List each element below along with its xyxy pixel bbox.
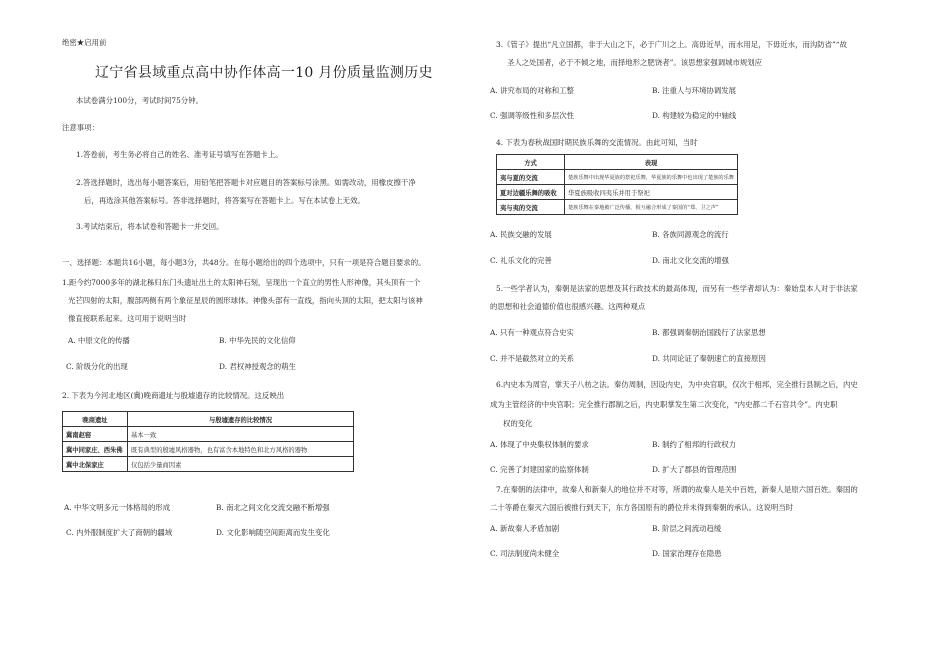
q4-r3-performance: 楚族乐舞在秦地被广泛传播，相互融合形成了秦国的“郑、卫之声” — [564, 200, 737, 215]
q2-stem: 2. 下表为今河北地区(冀)晚商遗址与殷墟遗存的比较情况。这反映出 — [62, 391, 285, 400]
q7-stem-line-1: 7.在秦朝的法律中，故秦人和新秦人的地位并不对等，所谓的故秦人是关中百姓，新秦人是原六国百姓。秦国的 — [496, 485, 858, 494]
q4-option-a: A. 民族交融的发展 — [490, 230, 552, 239]
q7-option-b: B. 阶层之间流动趋缓 — [652, 524, 722, 533]
q3-stem-line-2: 圣人之处国者，必于不倾之地，而择地形之肥饶者”。该思想家强调城市规划应 — [507, 58, 763, 67]
q5-stem-line-2: 的思想和社会道德价值也很感兴趣。这两种观点 — [490, 302, 646, 311]
q6-option-c: C. 完善了封建国家的监察体制 — [490, 465, 589, 474]
q4-r3-mode: 夷与夷的交流 — [497, 200, 565, 215]
q1-option-c: C. 阶级分化的出现 — [66, 362, 128, 371]
q3-option-b: B. 注重人与环境协调发展 — [652, 86, 737, 95]
table-header-row — [497, 155, 738, 170]
q4-th-performance: 表现 — [564, 155, 737, 170]
q2-r2-compare: 既有典型的殷墟风格器物，也有富含本地特色和北方风格的器物 — [128, 442, 354, 457]
note-1: 1.答卷前，考生务必将自己的姓名、准考证号填写在答题卡上。 — [76, 150, 283, 159]
table-row — [497, 170, 738, 185]
q5-option-b: B. 都强调秦朝治国践行了法家思想 — [652, 328, 766, 337]
exam-info: 本试卷满分100分，考试时间75分钟。 — [76, 96, 203, 105]
q1-stem-line-2: 光芒四射的太阳，腹部两侧有两个象征星辰的圆形球体。神像头部有一直线，指向头顶的太阳，把太阳与该神 — [68, 296, 423, 305]
q5-stem-line-1: 5.一些学者认为，秦朝是法家的思想及其行政技术的最高体现，而另有一些学者却认为：秦始皇本人对于非法家 — [496, 284, 858, 293]
q1-stem-line-1: 1.距今约7000多年的湖北秭归东门头遗址出土的太阳神石刻，呈现出一个直立的男性人形神像，其头顶有一个 — [62, 278, 421, 287]
q6-stem-line-2: 成为主管经济的中央官职；完全推行郡制之后，内史职掌发生第二次变化，“内史都二千石官共令”。内史职 — [490, 400, 838, 409]
q4-option-d: D. 南北文化交流的增强 — [652, 256, 729, 265]
q5-option-c: C. 并不是截然对立的关系 — [490, 354, 574, 363]
q1-option-a: A. 中原文化的传播 — [68, 336, 130, 345]
q4-r2-mode: 夏对边疆乐舞的吸收 — [497, 185, 565, 200]
section-intro: 一、选择题：本题共16小题，每小题3分，共48分。在每小题给出的四个选项中，只有一项是符合题目要求的。 — [62, 258, 426, 267]
q6-option-b: B. 制约了相邦的行政权力 — [652, 440, 737, 449]
q2-option-c: C. 内外服制度扩大了商朝的疆域 — [66, 528, 173, 537]
table-row — [63, 427, 354, 442]
q2-option-b: B. 南北之间文化交流交融不断增强 — [216, 503, 330, 512]
q3-option-a: A. 讲究布局的对称和工整 — [490, 86, 574, 95]
q6-stem-line-1: 6.内史本为周官，掌天子八枋之法。秦仿周制，因设内史，为中央官职，仅次于相邦，完全推行县制之后，内史 — [496, 380, 858, 389]
q6-stem-line-3: 权的变化 — [503, 419, 533, 428]
table-row — [63, 457, 354, 472]
q4-option-c: C. 礼乐文化的完善 — [490, 256, 552, 265]
q6-option-d: D. 扩大了郡县的管理范围 — [652, 465, 737, 474]
note-3: 3.考试结束后，将本试卷和答题卡一并交回。 — [76, 222, 224, 231]
q3-stem-line-1: 3.《管子》提出“凡立国都，非于大山之下，必于广川之上。高毋近旱，而水用足，下毋近水，而沟防省”“故 — [496, 40, 847, 49]
table-header-row — [63, 412, 354, 427]
q4-r1-performance: 楚族乐舞中出现华夏族的祭祀乐舞，华夏族的乐舞中也出现了楚族的乐舞 — [564, 170, 737, 185]
page-title: 辽宁省县域重点高中协作体高一10 月份质量监测历史 — [95, 65, 433, 81]
secret-label: 绝密★启用前 — [62, 38, 107, 47]
q7-option-d: D. 国家治理存在隐患 — [652, 549, 722, 558]
q6-option-a: A. 体现了中央集权体制的要求 — [490, 440, 589, 449]
q3-option-d: D. 构建较为稳定的中轴线 — [652, 111, 737, 120]
q2-r3-site: 冀中北保家庄 — [63, 457, 128, 472]
q1-option-b: B. 中华先民的文化信仰 — [219, 336, 296, 345]
q2-r3-compare: 仅包括少量商因素 — [128, 457, 354, 472]
table-row — [63, 442, 354, 457]
q4-option-b: B. 各族同源观念的流行 — [652, 230, 729, 239]
q4-r2-performance: 华夏族吸收四夷乐并用于祭祀 — [564, 185, 737, 200]
q4-th-mode: 方式 — [497, 155, 565, 170]
q2-r1-compare: 基本一致 — [128, 427, 354, 442]
q2-th-compare: 与殷墟遗存的比较情况 — [128, 412, 354, 427]
q7-option-a: A. 新故秦人矛盾加剧 — [490, 524, 560, 533]
q2-th-site: 晚商遗址 — [63, 412, 128, 427]
q7-stem-line-2: 二十等爵在秦灭六国后被推行到天下，东方各国原有的爵位并未得到秦朝的承认。这说明当时 — [490, 503, 794, 512]
q5-option-d: D. 共同论证了秦朝速亡的直接原因 — [652, 354, 766, 363]
q2-option-a: A. 中华文明多元一体格局的形成 — [64, 503, 171, 512]
q4-table — [496, 154, 738, 215]
note-2-line-1: 2.答选择题时，选出每小题答案后，用铅笔把答题卡对应题目的答案标号涂黑。如需改动，用橡皮擦干净 — [76, 178, 416, 187]
q4-r1-mode: 夷与夏的交流 — [497, 170, 565, 185]
q1-option-d: D. 君权神授观念的萌生 — [219, 362, 296, 371]
q7-option-c: C. 司法制度尚未健全 — [490, 549, 560, 558]
q2-option-d: D. 文化影响随空间距离而发生变化 — [216, 528, 330, 537]
notes-heading: 注意事项： — [62, 123, 99, 132]
q2-r2-site: 冀中同家庄、西朱佛 — [63, 442, 128, 457]
note-2-line-2: 后，再选涂其他答案标号。答非选择题时，将答案写在答题卡上。写在本试卷上无效。 — [84, 196, 365, 205]
q2-r1-site: 冀南赵窑 — [63, 427, 128, 442]
q2-table — [62, 411, 354, 472]
q5-option-a: A. 只有一种观点符合史实 — [490, 328, 574, 337]
q1-stem-line-3: 像直接联系起来。这可用于说明当时 — [68, 314, 187, 323]
table-row — [497, 200, 738, 215]
q4-stem: 4. 下表为春秋战国时期民族乐舞的交流情况。由此可知，当时 — [496, 138, 698, 147]
q3-option-c: C. 强调等级性和多层次性 — [490, 111, 574, 120]
table-row — [497, 185, 738, 200]
